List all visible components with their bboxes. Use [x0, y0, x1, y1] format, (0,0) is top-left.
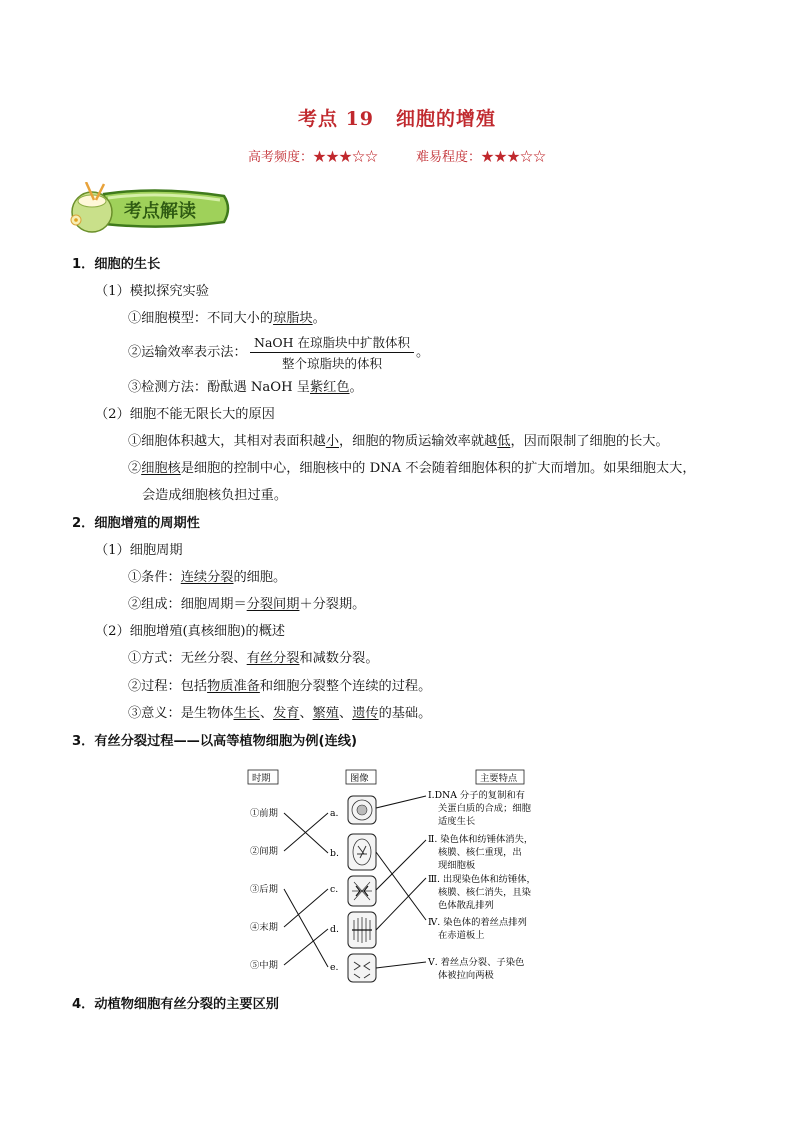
image-label-b: b. [330, 848, 339, 859]
col-header-period: 时期 [252, 773, 271, 784]
s2-cond: ①条件：连续分裂的细胞。 [128, 570, 287, 585]
svg-text:关蛋白质的合成；细胞: 关蛋白质的合成；细胞 [438, 803, 531, 814]
cell-image-b [348, 834, 376, 870]
period-telophase: ④末期 [250, 922, 278, 933]
difficulty-label: 难易程度： [416, 150, 482, 165]
svg-text:体被拉向两极: 体被拉向两极 [438, 970, 494, 981]
svg-text:Ⅴ. 着丝点分裂、子染色: Ⅴ. 着丝点分裂、子染色 [428, 957, 525, 968]
image-label-a: a. [330, 808, 339, 819]
difficulty-stars: ★★★☆☆ [481, 150, 547, 165]
period-metaphase: ⑤中期 [250, 960, 278, 971]
fraction-denominator: 整个琼脂块的体积 [282, 356, 383, 371]
s1-item1: ①细胞模型：不同大小的琼脂块。 [128, 311, 326, 326]
svg-text:现细胞板: 现细胞板 [438, 860, 476, 871]
svg-text:Ⅰ.DNA 分子的复制和有: Ⅰ.DNA 分子的复制和有 [428, 790, 525, 801]
s1-item3: ③检测方法：酚酞遇 NaOH 呈紫红色。 [128, 380, 363, 395]
cell-image-a [348, 796, 376, 824]
svg-text:核膜、核仁消失，且染: 核膜、核仁消失，且染 [438, 887, 531, 898]
fraction-numerator: NaOH 在琼脂块中扩散体积 [250, 333, 414, 353]
section-3-heading: 3．有丝分裂过程——以高等植物细胞为例(连线) [72, 734, 357, 749]
coconut-icon [64, 182, 234, 234]
svg-text:Ⅳ. 染色体的着丝点排列: Ⅳ. 染色体的着丝点排列 [428, 917, 527, 928]
image-label-c: c. [330, 884, 339, 895]
s2-sub1: （1）细胞周期 [95, 543, 183, 558]
title-topic-number: 考点 19 [297, 108, 375, 130]
s2-process: ②过程：包括物质准备和细胞分裂整个连续的过程。 [128, 679, 432, 694]
period-anaphase: ③后期 [250, 884, 278, 895]
s1-reason2: ②细胞核是细胞的控制中心，细胞核中的 DNA 不会随着细胞体积的扩大而增加。如果细胞太大， [128, 461, 696, 476]
svg-text:Ⅲ. 出现染色体和纺锤体，: Ⅲ. 出现染色体和纺锤体， [428, 874, 536, 885]
rating-row [0, 146, 794, 165]
image-label-d: d. [330, 924, 339, 935]
svg-text:色体散乱排列: 色体散乱排列 [438, 900, 494, 911]
cell-image-c [348, 876, 376, 906]
s1-sub2: （2）细胞不能无限长大的原因 [95, 407, 275, 422]
feature-5 [427, 956, 524, 981]
svg-text:核膜、核仁重现，出: 核膜、核仁重现，出 [438, 847, 522, 858]
s1-reason2-cont: 会造成细胞核负担过重。 [142, 488, 288, 503]
feature-1 [428, 789, 531, 827]
svg-text:在赤道板上: 在赤道板上 [438, 930, 485, 941]
s2-method: ①方式：无丝分裂、有丝分裂和减数分裂。 [128, 651, 379, 666]
title-topic-name: 细胞的增殖 [396, 108, 497, 130]
section-1-heading: 1．细胞的生长 [72, 257, 161, 272]
section-2-heading: 2．细胞增殖的周期性 [72, 516, 200, 531]
transport-efficiency-fraction [250, 333, 414, 372]
section-badge [64, 182, 234, 234]
section-4-heading: 4．动植物细胞有丝分裂的主要区别 [72, 997, 279, 1012]
badge-text: 考点解读 [124, 201, 196, 222]
s1-sub1: （1）模拟探究实验 [95, 284, 209, 299]
svg-text:适度生长: 适度生长 [438, 816, 476, 827]
feature-4 [428, 916, 527, 941]
svg-text:Ⅱ. 染色体和纺锤体消失，: Ⅱ. 染色体和纺锤体消失， [428, 834, 534, 845]
page-title [0, 104, 794, 131]
col-header-image: 图像 [350, 773, 369, 784]
feature-3 [428, 873, 536, 911]
frequency-stars: ★★★☆☆ [312, 150, 378, 165]
col-header-features: 主要特点 [480, 773, 518, 784]
cell-image-e [348, 954, 376, 982]
mitosis-matching-diagram [240, 768, 560, 990]
s1-item2-end: 。 [416, 345, 430, 360]
s2-comp: ②组成：细胞周期＝分裂间期＋分裂期。 [128, 597, 366, 612]
s1-item2-label: ②运输效率表示法： [128, 345, 247, 360]
s2-meaning: ③意义：是生物体生长、发育、繁殖、遗传的基础。 [128, 706, 432, 721]
s1-reason1: ①细胞体积越大，其相对表面积越小，细胞的物质运输效率就越低，因而限制了细胞的长大。 [128, 434, 669, 449]
image-label-e: e. [330, 962, 339, 973]
period-prophase: ①前期 [250, 808, 278, 819]
frequency-label: 高考频度： [247, 150, 313, 165]
period-interphase: ②间期 [250, 846, 278, 857]
cell-image-d [348, 912, 376, 948]
feature-2 [428, 833, 533, 871]
s2-sub2: （2）细胞增殖(真核细胞)的概述 [95, 624, 286, 639]
